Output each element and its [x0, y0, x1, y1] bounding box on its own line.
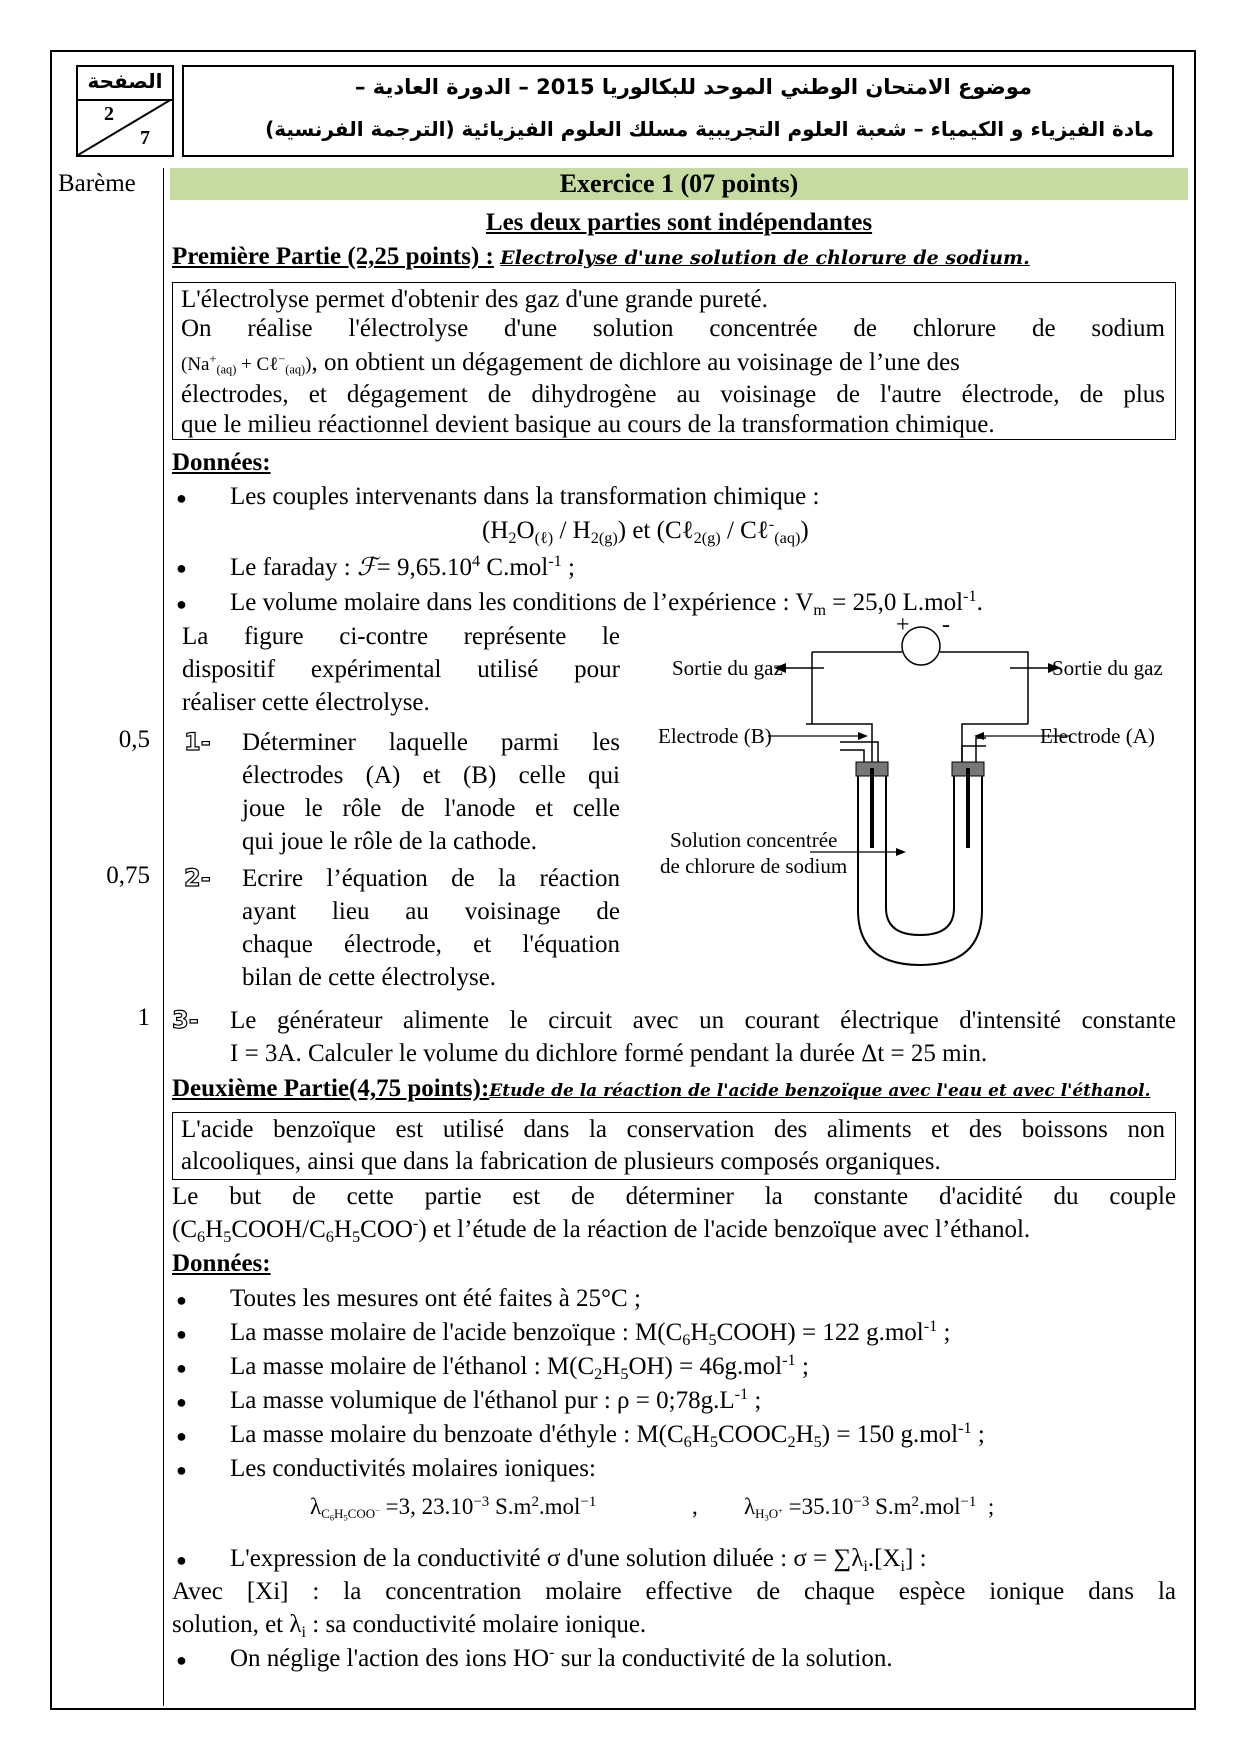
d4-label: La masse volumique de l'éthanol pur : ρ = 0;78g.L	[230, 1387, 735, 1414]
figure-intro-2: dispositif expérimental utilisé pour	[182, 656, 620, 683]
bullet: ●	[176, 1324, 187, 1344]
score-q2: 0,75	[106, 862, 150, 889]
q2-line-4: bilan de cette électrolyse.	[242, 964, 497, 991]
intro-line-1: L'électrolyse permet d'obtenir des gaz d'une grande pureté.	[181, 286, 768, 313]
header-line-1: موضوع الامتحان الوطني الموحد للبكالوريا 2015 – الدورة العادية –	[354, 75, 1032, 99]
data-faraday: Le faraday : ℱ= $9,65.10^4$ C.mol$^{-1}$ ;	[230, 552, 575, 581]
q2-line-3: chaque électrode, et l'équation	[242, 931, 620, 958]
data-ho-ions: On néglige l'action des ions HO- sur la conductivité de la solution.	[230, 1643, 893, 1672]
bullet: ●	[176, 1426, 187, 1446]
part2-data-heading: Données:	[172, 1250, 271, 1277]
left-wire	[806, 652, 812, 724]
data-volume: Le volume molaire dans les conditions de l’expérience : $V_m = 25,0$ L.mol$^{-1}$.	[230, 587, 983, 619]
page-number-box	[76, 65, 174, 157]
volume-label: Le volume molaire dans les conditions de l’expérience : V	[230, 589, 814, 616]
goal-line-2: $(C_6H_5COOH/C_6H_5COO^-)$ et l’étude de la réaction de l'acide benzoïque avec l’éthanol.	[172, 1214, 1031, 1246]
d5-label: La masse molaire du benzoate d'éthyle :	[230, 1421, 631, 1448]
nacl-formula: ($Na^+_{(aq)}$ + Cℓ−$_{(aq)}$)	[181, 352, 312, 377]
lambda-h3o: $\lambda_{H_3O^+} =35.10^{-3}$ $S.m^2.mol^{-1}$ ;	[744, 1493, 995, 1523]
avec-line-2-start: solution, et λ	[172, 1611, 302, 1638]
data-ethanol-mass: La masse molaire de l'éthanol : $M(C_2H_5OH) = 46g.mol^{-1}$ ;	[230, 1351, 809, 1383]
column-separator	[163, 168, 164, 1706]
page-total: 7	[140, 127, 150, 149]
faraday-symbol: ℱ	[357, 552, 377, 581]
intro-line-3-text: , on obtient un dégagement de dichlore au voisinage de l’une des	[311, 349, 960, 376]
d8-end: sur la conductivité de la solution.	[560, 1645, 893, 1672]
data-conductivity-expression: L'expression de la conductivité σ d'une solution diluée : $\sigma = \sum\lambda_i.[X_i]$ :	[230, 1545, 927, 1575]
couples-formula: $(H_2O_{(\ell)} / H_{2(g)})$ et (Cℓ$_{2(g)}$ / Cℓ-$_{(aq)}$)	[482, 515, 809, 547]
d2-label: La masse molaire de l'acide benzoïque :	[230, 1319, 629, 1346]
part2-subtitle: Etude de la réaction de l'acide benzoïque avec l'eau et avec l'éthanol.	[489, 1081, 1151, 1101]
solution-label-1: Solution concentrée	[670, 828, 838, 852]
part2-intro-2: alcooliques, ainsi que dans la fabrication de plusieurs composés organiques.	[181, 1148, 941, 1175]
score-q3: 1	[137, 1004, 150, 1031]
data-benzoic-mass: La masse molaire de l'acide benzoïque : $M(C_6H_5COOH) = 122$ g.mol$^{-1}$ ;	[230, 1317, 951, 1349]
data-temperature: Toutes les mesures ont été faites à 25°C ;	[230, 1285, 641, 1312]
part1-heading-line	[172, 240, 1030, 275]
intro-line-2: On réalise l'électrolyse d'une solution concentrée de chlorure de sodium	[181, 315, 1165, 342]
lambda-benzoate: $\lambda_{C_6H_5COO^-} =3$, $23.10^{-3}$ $S.m^2.mol^{-1}$	[310, 1493, 597, 1523]
page-current: 2	[104, 103, 114, 125]
d7-label: L'expression de la conductivité σ d'une solution diluée : σ = ∑λ	[230, 1545, 864, 1572]
solution-label-2: de chlorure de sodium	[660, 854, 848, 878]
faraday-unit: C.mol	[486, 554, 549, 581]
independent-note: Les deux parties sont indépendantes	[485, 209, 873, 236]
q3-line-2: I = 3A. Calculer le volume du dichlore formé pendant la durée Δt = 25 min.	[230, 1040, 988, 1067]
part2-heading-line	[172, 1072, 1151, 1108]
bareme-label: Barème	[58, 170, 136, 197]
data-couples: Les couples intervenants dans la transformation chimique :	[230, 483, 820, 510]
exercise-title: Exercice 1 (07 points)	[170, 168, 1188, 200]
electrode-b-label: Electrode (B)	[658, 724, 772, 748]
avec-line-1: Avec [Xi] : la concentration molaire effective de chaque espèce ionique dans la	[172, 1578, 1176, 1605]
d2-value: = 122 g.mol	[802, 1319, 924, 1346]
d3-value: = 46g.mol	[679, 1353, 783, 1380]
part2-intro-box	[172, 1112, 1176, 1180]
electrolysis-figure	[650, 612, 1190, 980]
bullet: ●	[176, 1392, 187, 1412]
lambda1-value: =3, 23.10	[385, 1494, 474, 1519]
figure-intro-1: La figure ci-contre représente le	[182, 623, 620, 650]
header-line-2: مادة الفيزياء و الكيمياء – شعبة العلوم التجريبية مسلك العلوم الفيزيائية (الترجمة الفرنسية)	[265, 117, 1154, 141]
faraday-label: Le faraday :	[230, 554, 351, 581]
electrode-a-label: Electrode (A)	[1040, 724, 1155, 748]
avec-line-2-end: : sa conductivité molaire ionique.	[312, 1611, 647, 1638]
q2-number: 2-	[184, 864, 211, 892]
part1-intro-box	[172, 282, 1176, 440]
d7-tail: .[X	[867, 1545, 901, 1572]
part2-heading: Deuxième Partie(4,75 points):	[172, 1075, 490, 1102]
q1-line-1: Déterminer laquelle parmi les	[242, 729, 620, 756]
bullet: ●	[176, 1358, 187, 1378]
q1-line-3: joue le rôle de l'anode et celle	[242, 795, 620, 822]
d5-value: = 150 g.mol	[836, 1421, 959, 1448]
bullet: ●	[176, 488, 187, 508]
q3-line-1: Le générateur alimente le circuit avec un courant électrique d'intensité constante	[230, 1007, 1176, 1034]
part1-subtitle: Electrolyse d'une solution de chlorure de sodium.	[500, 247, 1030, 269]
q1-line-2: électrodes (A) et (B) celle qui	[242, 762, 620, 789]
d3-label: La masse molaire de l'éthanol :	[230, 1353, 541, 1380]
bullet: ●	[176, 1460, 187, 1480]
intro-line-4: électrodes, et dégagement de dihydrogène au voisinage de l'autre électrode, de plus	[181, 381, 1165, 408]
q2-line-2: ayant lieu au voisinage de	[242, 898, 620, 925]
page-slash	[78, 99, 172, 155]
generator-minus: -	[942, 612, 950, 638]
q1-number: 1-	[184, 728, 211, 756]
part2-intro-1: L'acide benzoïque est utilisé dans la conservation des aliments et des boissons non	[181, 1116, 1165, 1143]
intro-line-3	[181, 346, 1165, 381]
bullet: ●	[176, 1550, 187, 1570]
generator-plus: +	[896, 612, 910, 638]
bullet: ●	[176, 594, 187, 614]
exam-header	[182, 65, 1174, 157]
q1-line-4: qui joue le rôle de la cathode.	[242, 828, 538, 855]
part1-heading: Première Partie (2,25 points) :	[172, 243, 494, 270]
data-conductivities: Les conductivités molaires ioniques:	[230, 1455, 596, 1482]
goal-line-2-text: et l’étude de la réaction de l'acide benzoïque avec l’éthanol.	[432, 1216, 1031, 1243]
top-right-wire	[940, 652, 1028, 724]
q2-line-1: Ecrire l’équation de la réaction	[242, 865, 620, 892]
bullet: ●	[176, 1650, 187, 1670]
lambda2-value: =35.10	[788, 1494, 854, 1519]
score-q1: 0,5	[118, 726, 150, 753]
bullet: ●	[176, 1290, 187, 1310]
figure-intro-3: réaliser cette électrolyse.	[182, 689, 430, 716]
gas-out-right: Sortie du gaz	[1052, 656, 1163, 680]
volume-value: = 25,0 L.mol	[832, 589, 964, 616]
data-benzoate-mass: La masse molaire du benzoate d'éthyle : $M(C_6H_5COOC_2H_5) = 150$ g.mol$^{-1}$ ;	[230, 1419, 985, 1451]
page-label: الصفحة	[87, 69, 163, 93]
faraday-value: = 9,65.10	[376, 554, 473, 581]
data-ethanol-density: La masse volumique de l'éthanol pur : $\rho = 0;78g.L^{-1}$ ;	[230, 1385, 762, 1414]
part1-data-heading: Données:	[172, 449, 271, 476]
lambda-sep: ,	[692, 1494, 698, 1519]
q3-number: 3-	[172, 1006, 199, 1034]
intro-line-5: que le milieu réactionnel devient basique au cours de la transformation chimique.	[181, 411, 995, 438]
bullet: ●	[176, 558, 187, 578]
avec-line-2: solution, et $\lambda_i$ : sa conductivité molaire ionique.	[172, 1611, 647, 1641]
goal-line-1: Le but de cette partie est de déterminer la constante d'acidité du couple	[172, 1183, 1176, 1210]
d8-start: On néglige l'action des ions HO	[230, 1645, 550, 1672]
gas-out-left: Sortie du gaz	[672, 656, 783, 680]
